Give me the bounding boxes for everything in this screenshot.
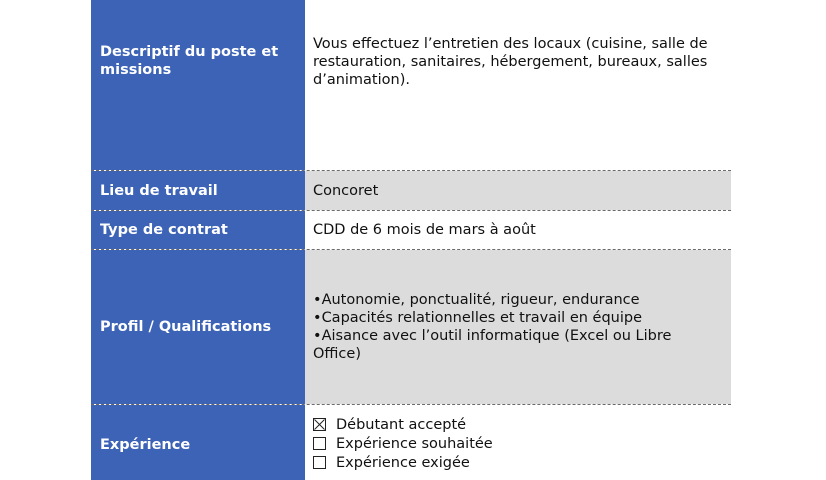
- row-experience: [91, 405, 731, 480]
- bullet-icon: [313, 328, 322, 344]
- profil-value-cell: [305, 250, 731, 404]
- row-lieu-de-travail: [91, 171, 731, 211]
- contrat-label: Type de contrat: [91, 211, 305, 249]
- experience-option-label: Expérience exigée: [336, 454, 470, 471]
- list-item: [313, 327, 719, 363]
- checkbox-checked-icon[interactable]: [313, 418, 326, 431]
- bullet-icon: [313, 292, 322, 308]
- bullet-icon: [313, 310, 322, 326]
- missions-value-cell: [305, 0, 731, 170]
- qualification-text: Aisance avec l’outil informatique (Excel ou Libre Office): [313, 328, 672, 362]
- lieu-value-cell: [305, 171, 731, 210]
- list-item: [313, 309, 719, 327]
- qualification-text: Autonomie, ponctualité, rigueur, endurance: [321, 292, 640, 308]
- row-profil-qualifications: [91, 250, 731, 405]
- row-missions: [91, 0, 731, 171]
- experience-option-exigee[interactable]: [313, 453, 493, 472]
- experience-value-cell: [305, 405, 731, 480]
- profil-label: Profil / Qualifications: [91, 250, 305, 404]
- contrat-value-cell: [305, 211, 731, 249]
- experience-option-label: Débutant accepté: [336, 416, 467, 433]
- checkbox-unchecked-icon[interactable]: [313, 456, 326, 469]
- checkbox-unchecked-icon[interactable]: [313, 437, 326, 450]
- experience-option-souhaitee[interactable]: [313, 434, 493, 453]
- lieu-value: Concoret: [313, 182, 379, 199]
- experience-option-label: Expérience souhaitée: [336, 435, 493, 452]
- experience-checkbox-group: [313, 415, 493, 472]
- qualification-text: Capacités relationnelles et travail en équipe: [321, 310, 643, 326]
- row-type-de-contrat: [91, 211, 731, 250]
- contrat-value: CDD de 6 mois de mars à août: [313, 222, 536, 238]
- missions-value: Vous effectuez l’entretien des locaux (cuisine, salle de restauration, sanitaires, hébergement, bureaux, salles d’animation).: [313, 36, 708, 88]
- lieu-label: Lieu de travail: [91, 171, 305, 210]
- missions-label: Descriptif du poste et missions: [91, 0, 305, 170]
- list-item: [313, 291, 719, 309]
- experience-label: Expérience: [91, 405, 305, 480]
- qualifications-list: [313, 291, 719, 363]
- job-offer-table: [91, 0, 731, 480]
- experience-option-debutant[interactable]: [313, 415, 493, 434]
